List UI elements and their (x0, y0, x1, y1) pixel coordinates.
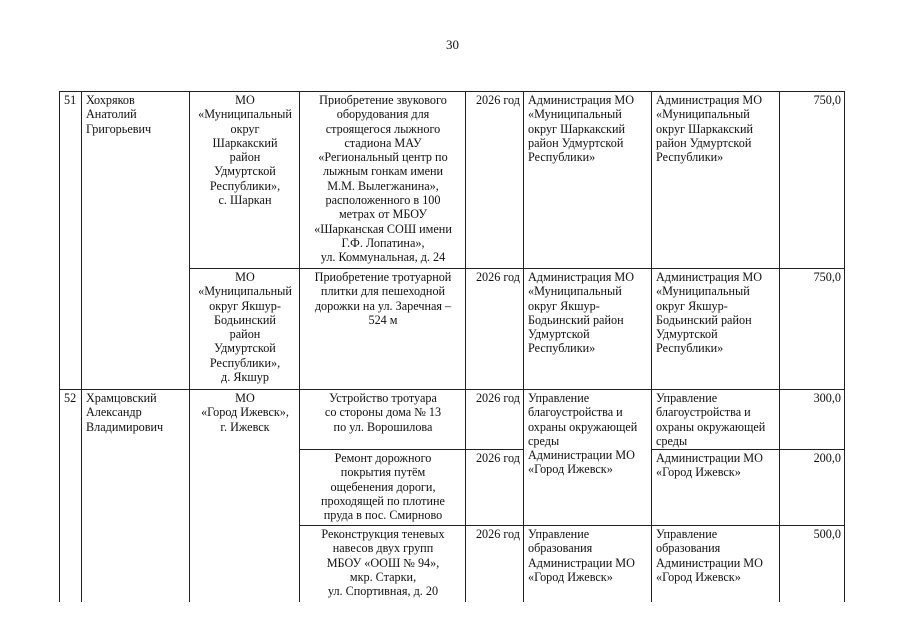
executor-cell: Администрация МО «Муниципальный округ Якшур- Бодьинский район Удмуртской Республики» (524, 269, 652, 390)
municipality-cell: МО «Муниципальный округ Шаркакский район Удмуртской Республики», с. Шаркан (190, 92, 300, 269)
work-description-cell: Приобретение тротуарной плитки для пешеходной дорожки на ул. Заречная – 524 м (300, 269, 466, 390)
amount-cell: 750,0 (780, 269, 845, 390)
table-row (60, 92, 845, 269)
year-cell: 2026 год (466, 390, 524, 450)
amount-cell: 200,0 (780, 450, 845, 526)
year-cell: 2026 год (466, 92, 524, 269)
table-row (60, 390, 845, 450)
amount-cell: 300,0 (780, 390, 845, 450)
municipality-cell: МО «Город Ижевск», г. Ижевск (190, 390, 300, 602)
recipient-cell: Управление благоустройства и охраны окружающей среды (652, 390, 780, 450)
year-cell: 2026 год (466, 269, 524, 390)
work-description-cell: Устройство тротуара со стороны дома № 13 по ул. Ворошилова (300, 390, 466, 450)
amount-cell: 500,0 (780, 526, 845, 602)
recipient-cell: Администрация МО «Муниципальный округ Шаркакский район Удмуртской Республики» (652, 92, 780, 269)
subsidy-table (59, 91, 845, 602)
work-description-cell: Ремонт дорожного покрытия путём ощебенения дороги, проходящей по плотине пруда в пос. Смирново (300, 450, 466, 526)
deputy-name: Храмцовский Александр Владимирович (82, 390, 190, 602)
year-cell: 2026 год (466, 450, 524, 526)
deputy-name: Хохряков Анатолий Григорьевич (82, 92, 190, 390)
row-number: 51 (60, 92, 82, 390)
work-description-cell: Приобретение звукового оборудования для строящегося лыжного стадиона МАУ «Региональный центр по лыжным гонкам имени М.М. Вылегжанина», расположенного в 100 метрах от МБОУ «Шарканская СОШ имени Г.Ф. Лопатина», ул. Коммунальная, д. 24 (300, 92, 466, 269)
recipient-cell: Администрации МО «Город Ижевск» (652, 450, 780, 526)
executor-cell: Управление образования Администрации МО «Город Ижевск» (524, 526, 652, 602)
recipient-cell: Администрация МО «Муниципальный округ Якшур- Бодьинский район Удмуртской Республики» (652, 269, 780, 390)
row-number: 52 (60, 390, 82, 602)
executor-cell: Администрация МО «Муниципальный округ Шаркакский район Удмуртской Республики» (524, 92, 652, 269)
year-cell: 2026 год (466, 526, 524, 602)
page-number: 30 (446, 37, 459, 52)
executor-cell: Управление благоустройства и охраны окружающей среды Администрации МО «Город Ижевск» (524, 390, 652, 526)
municipality-cell: МО «Муниципальный округ Якшур- Бодьинский район Удмуртской Республики», д. Якшур (190, 269, 300, 390)
work-description-cell: Реконструкция теневых навесов двух групп МБОУ «ООШ № 94», мкр. Старки, ул. Спортивная, д. 20 (300, 526, 466, 602)
amount-cell: 750,0 (780, 92, 845, 269)
recipient-cell: Управление образования Администрации МО «Город Ижевск» (652, 526, 780, 602)
